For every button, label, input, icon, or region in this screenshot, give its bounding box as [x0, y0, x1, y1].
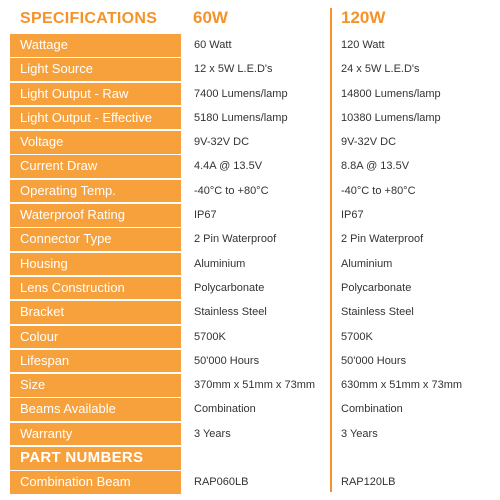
- spec-value-120w: Stainless Steel: [341, 306, 414, 319]
- spec-value-120w: Polycarbonate: [341, 281, 412, 294]
- spec-row-connector-type: [10, 228, 490, 251]
- spec-value-120w: Combination: [341, 403, 403, 416]
- spec-row-operating-temp: [10, 180, 490, 203]
- spec-value-120w: 24 x 5W L.E.D's: [341, 63, 420, 76]
- spec-label: Size: [10, 374, 181, 397]
- spec-value-60w: -40°C to +80°C: [194, 184, 269, 197]
- spec-row-warranty: [10, 423, 490, 446]
- spec-value-60w: 2 Pin Waterproof: [194, 233, 277, 246]
- spec-row-wattage: [10, 34, 490, 57]
- spec-value-60w: 370mm x 51mm x 73mm: [194, 379, 316, 392]
- spec-row-light-output-raw: [10, 83, 490, 106]
- spec-row-lens-construction: [10, 277, 490, 300]
- spec-value-120w: 3 Years: [341, 427, 378, 440]
- spec-value-120w: 10380 Lumens/lamp: [341, 111, 441, 124]
- part-numbers-heading-row: [10, 447, 490, 470]
- spec-label: Current Draw: [10, 155, 181, 178]
- part-row-combination-beam: [10, 471, 490, 494]
- spec-value-120w: 14800 Lumens/lamp: [341, 87, 441, 100]
- spec-row-light-source: [10, 58, 490, 81]
- spec-row-light-output-effective: [10, 107, 490, 130]
- spec-value-60w: IP67: [194, 209, 217, 222]
- spec-value-120w: 5700K: [341, 330, 373, 343]
- spec-label: Waterproof Rating: [10, 204, 181, 227]
- spec-value-120w: 8.8A @ 13.5V: [341, 160, 410, 173]
- spec-value-60w: 4.4A @ 13.5V: [194, 160, 263, 173]
- spec-row-size: [10, 374, 490, 397]
- spec-label: Bracket: [10, 301, 181, 324]
- spec-label: Lens Construction: [10, 277, 181, 300]
- spec-value-60w: 60 Watt: [194, 39, 232, 51]
- spec-row-beams-available: [10, 398, 490, 421]
- spec-label: Light Source: [10, 58, 181, 81]
- part-label: Combination Beam: [10, 471, 181, 494]
- header-row: [10, 8, 490, 28]
- spec-label: Lifespan: [10, 350, 181, 373]
- spec-label: Housing: [10, 253, 181, 276]
- part-numbers-title: PART NUMBERS: [10, 447, 181, 470]
- spec-value-60w: Combination: [194, 403, 256, 416]
- spec-value-120w: Aluminium: [341, 257, 393, 270]
- spec-row-housing: [10, 253, 490, 276]
- spec-label: Light Output - Raw: [10, 83, 181, 106]
- spec-row-current-draw: [10, 155, 490, 178]
- spec-value-120w: 120 Watt: [341, 39, 385, 51]
- spec-value-120w: IP67: [341, 209, 364, 222]
- specifications-table: [10, 8, 490, 496]
- spec-rows: [10, 34, 490, 445]
- spec-label: Beams Available: [10, 398, 181, 421]
- spec-value-60w: 9V-32V DC: [194, 136, 250, 149]
- spec-value-60w: 12 x 5W L.E.D's: [194, 63, 273, 76]
- spec-value-60w: 3 Years: [194, 427, 231, 440]
- spec-label: Operating Temp.: [10, 180, 181, 203]
- spec-value-120w: -40°C to +80°C: [341, 184, 416, 197]
- spec-value-120w: 630mm x 51mm x 73mm: [341, 379, 463, 392]
- column-header-120w: 120W: [341, 8, 386, 27]
- spec-label: Light Output - Effective: [10, 107, 181, 130]
- spec-row-waterproof-rating: [10, 204, 490, 227]
- part-number-120w: RAP120LB: [341, 476, 396, 489]
- spec-value-60w: Polycarbonate: [194, 281, 265, 294]
- spec-value-60w: 5180 Lumens/lamp: [194, 111, 288, 124]
- spec-row-voltage: [10, 131, 490, 154]
- column-header-60w: 60W: [193, 8, 228, 27]
- spec-label: Connector Type: [10, 228, 181, 251]
- spec-value-120w: 2 Pin Waterproof: [341, 233, 424, 246]
- spec-label: Warranty: [10, 423, 181, 446]
- spec-row-lifespan: [10, 350, 490, 373]
- spec-value-60w: Aluminium: [194, 257, 246, 270]
- spec-value-60w: 7400 Lumens/lamp: [194, 87, 288, 100]
- spec-value-60w: Stainless Steel: [194, 306, 267, 319]
- spec-value-120w: 50'000 Hours: [341, 354, 407, 367]
- spec-label: Wattage: [10, 34, 181, 57]
- spec-value-60w: 5700K: [194, 330, 226, 343]
- spec-label: Voltage: [10, 131, 181, 154]
- spec-label: Colour: [10, 326, 181, 349]
- spec-value-120w: 9V-32V DC: [341, 136, 397, 149]
- spec-row-bracket: [10, 301, 490, 324]
- spec-value-60w: 50'000 Hours: [194, 354, 260, 367]
- spec-row-colour: [10, 326, 490, 349]
- part-number-60w: RAP060LB: [194, 476, 249, 489]
- specifications-title: SPECIFICATIONS: [20, 10, 158, 27]
